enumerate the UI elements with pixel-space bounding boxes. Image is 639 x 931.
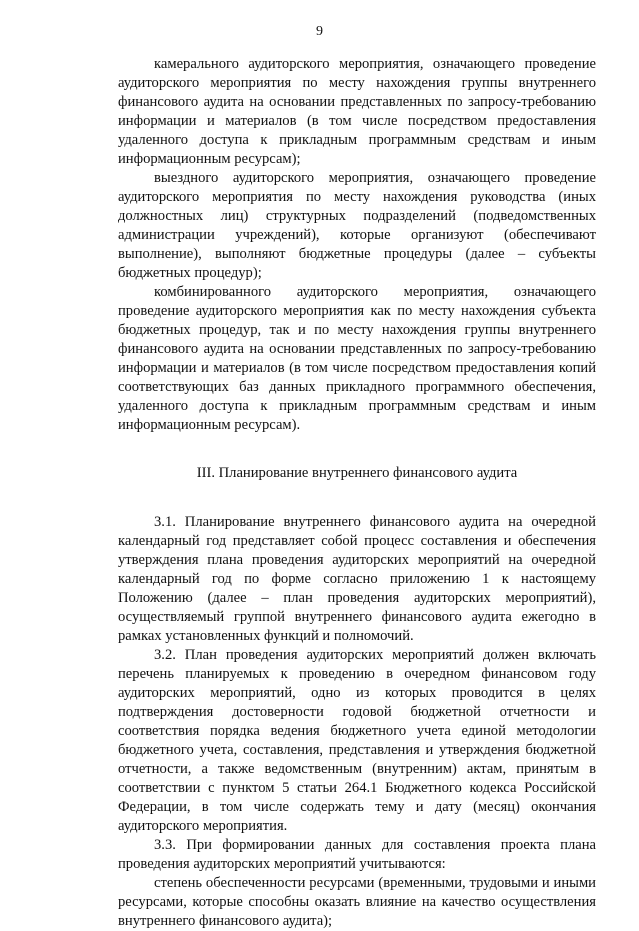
paragraph-vyezdnoy: выездного аудиторского мероприятия, означающего проведение аудиторского мероприятия по месту нахождения руководства (иных должностных лиц) структурных подразделений (подведомственных администрации учреждений), которые организуют (обеспечивают выполнение), выполняют бюджетные процедуры (далее – субъекты бюджетных процедур); [118, 170, 596, 281]
paragraph-kameralny: камерального аудиторского мероприятия, означающего проведение аудиторского мероприятия по месту нахождения группы внутреннего финансового аудита на основании представленных по запросу-требованию информации и материалов (в том числе посредством предоставления удаленного доступа к прикладным программным средствам и иным информационным ресурсам); [118, 56, 596, 167]
document-body [118, 55, 596, 931]
section-heading: III. Планирование внутреннего финансового аудита [196, 465, 518, 481]
paragraph-3-1: 3.1. Планирование внутреннего финансового аудита на очередной календарный год представляет собой процесс составления и обеспечения утверждения плана проведения аудиторских мероприятий на очередной календарный год по форме согласно приложению 1 к настоящему Положению (далее – план проведения аудиторских мероприятий), осуществляемый группой внутреннего финансового аудита ежегодно в рамках установленных функций и полномочий. [118, 514, 596, 644]
paragraph-3-3: 3.3. При формировании данных для составления проекта плана проведения аудиторских мероприятий учитываются: [118, 837, 596, 872]
paragraph-stepen: степень обеспеченности ресурсами (временными, трудовыми и иными ресурсами, которые способны оказать влияние на качество осуществления внутреннего финансового аудита); [118, 875, 596, 929]
paragraph-kombinirovanny: комбинированного аудиторского мероприятия, означающего проведение аудиторского мероприятия как по месту нахождения субъекта бюджетных процедур, так и по месту нахождения группы внутреннего финансового аудита на основании представленных по запросу-требованию информации и материалов (в том числе посредством предоставления копий соответствующих баз данных прикладного программного обеспечения, удаленного доступа к прикладным программным средствам и иным информационным ресурсам). [118, 284, 596, 433]
paragraph-3-2: 3.2. План проведения аудиторских мероприятий должен включать перечень планируемых к проведению в очередном финансовом году аудиторских мероприятий, одно из которых проводится в целях подтверждения достоверности годовой бюджетной отчетности и соответствия порядка ведения бюджетного учета единой методологии бюджетного учета, составления, представления и утверждения бюджетной отчетности, а также ведомственным (внутренним) актам, принятым в соответствии с пунктом 5 статьи 264.1 Бюджетного кодекса Российской Федерации, в том числе содержать тему и дату (месяц) окончания аудиторского мероприятия. [118, 647, 596, 834]
page-number: 9 [316, 24, 323, 39]
